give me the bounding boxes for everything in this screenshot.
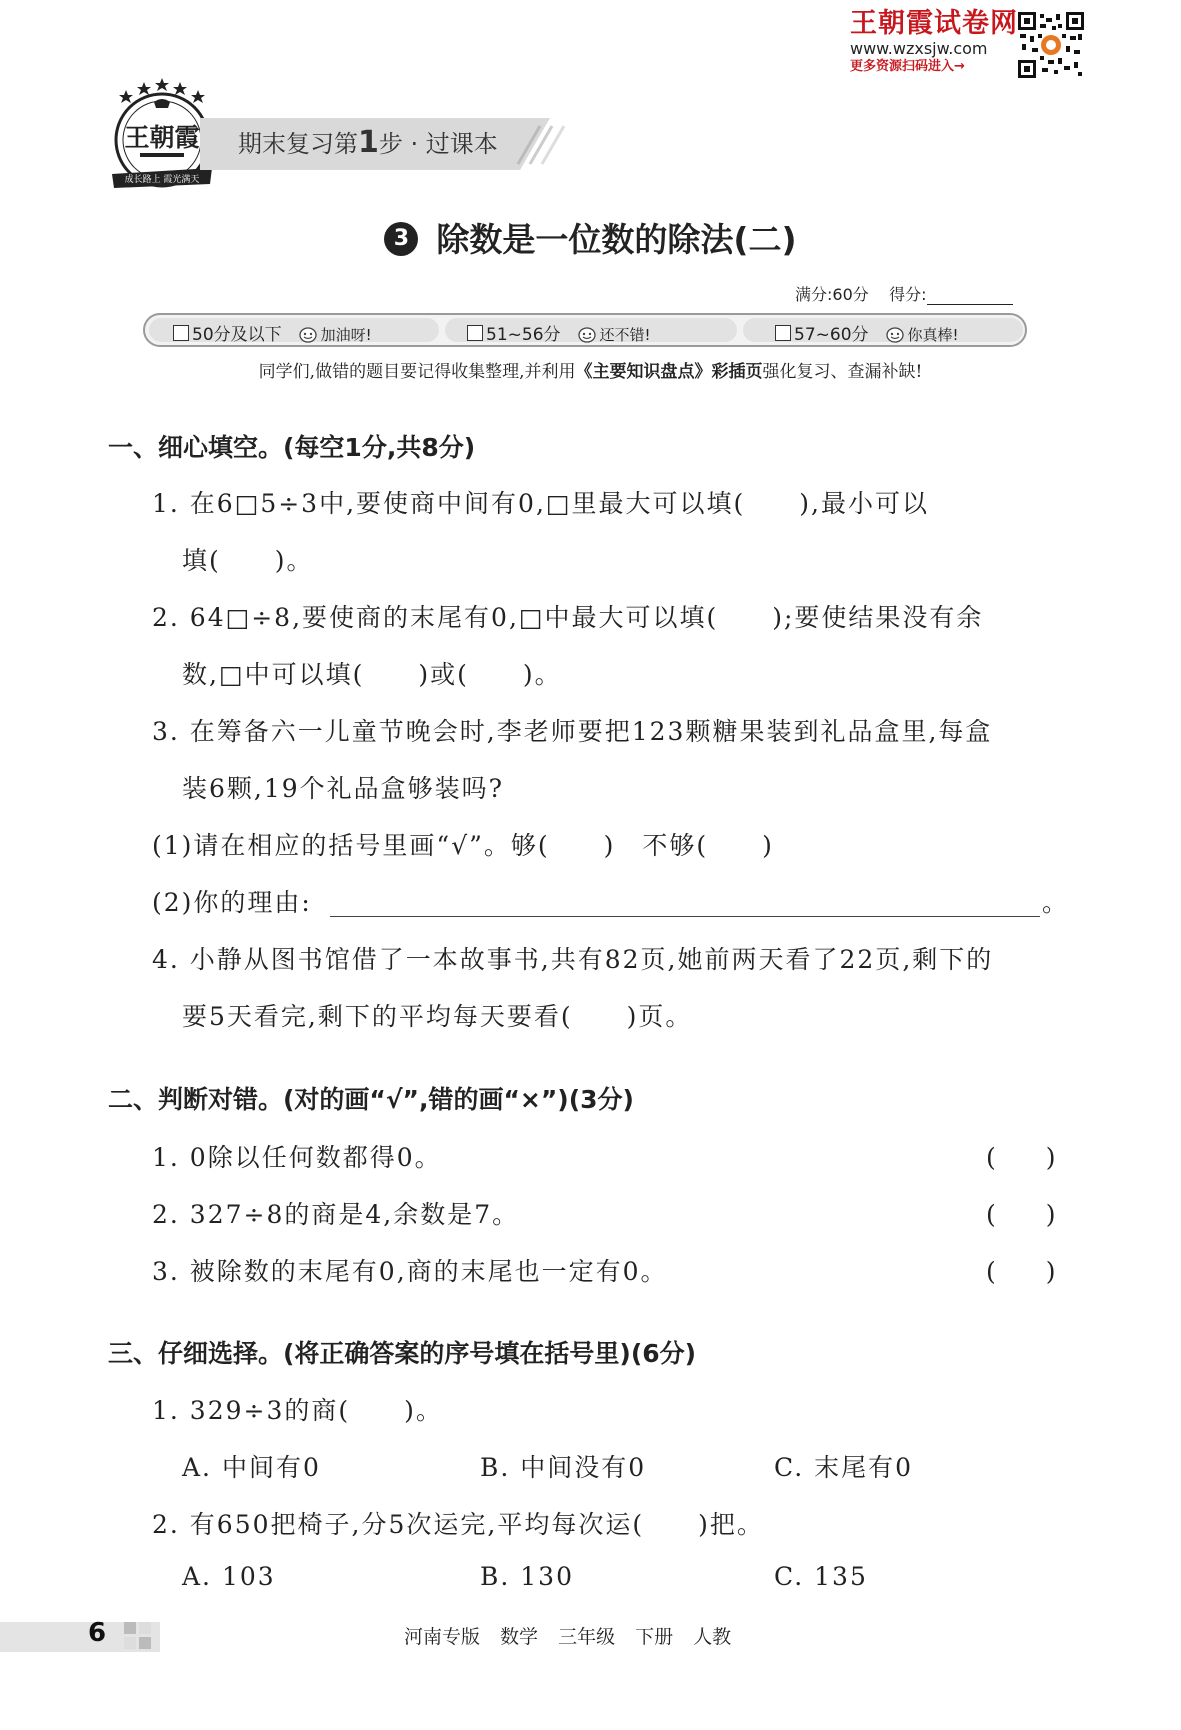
notice-text: [0, 357, 1181, 382]
choice-q2-option-b: B. 130: [480, 1562, 574, 1591]
grade-range: 50分及以下: [192, 325, 282, 345]
q3-sub-2: (2)你的理由:: [152, 888, 312, 917]
choice-q1: 1. 329÷3的商( )。: [152, 1396, 443, 1425]
title-text: 除数是一位数的除法(二): [436, 220, 797, 259]
q4-line-2: 要5天看完,剩下的平均每天要看( )页。: [182, 1002, 693, 1031]
choice-q1-option-b: B. 中间没有0: [480, 1453, 647, 1482]
page-title: [0, 214, 1181, 261]
reason-end: 。: [1042, 888, 1070, 917]
grade-note: 还不错!: [599, 326, 651, 344]
judge-item-1: 1. 0除以任何数都得0。: [152, 1143, 442, 1172]
grade-checkbox[interactable]: [173, 325, 189, 341]
logo-name: 王朝霞: [124, 123, 200, 152]
choice-q2-option-a: A. 103: [182, 1562, 276, 1591]
page-number: 6: [88, 1618, 107, 1648]
notice-post: 强化复习、查漏补缺!: [762, 362, 923, 382]
q1-line-1: 1. 在6□5÷3中,要使商中间有0,□里最大可以填( ),最小可以: [152, 489, 929, 518]
q2-line-1: 2. 64□÷8,要使商的末尾有0,□中最大可以填( );要使结果没有余: [152, 603, 984, 632]
judge-answer-bracket[interactable]: ( ): [986, 1257, 1056, 1286]
grade-range: 51~56分: [486, 325, 561, 345]
smiley-icon: [577, 326, 597, 343]
step-prefix: 期末复习第: [238, 130, 358, 158]
grade-bar: [143, 313, 1027, 347]
choice-q2: 2. 有650把椅子,分5次运完,平均每次运( )把。: [152, 1510, 764, 1539]
step-suffix: 步 · 过课本: [378, 130, 498, 158]
section-1-heading: 一、细心填空。(每空1分,共8分): [108, 433, 476, 462]
brand-header: [850, 8, 1018, 76]
grade-checkbox[interactable]: [467, 325, 483, 341]
q3-line-1: 3. 在筹备六一儿童节晚会时,李老师要把123颗糖果装到礼品盒里,每盒: [152, 717, 993, 746]
grade-range: 57~60分: [794, 325, 869, 345]
grade-checkbox[interactable]: [775, 325, 791, 341]
footer-decoration-icon: [124, 1622, 152, 1650]
reason-answer-line[interactable]: [330, 916, 1040, 917]
q4-line-1: 4. 小静从图书馆借了一本故事书,共有82页,她前两天看了22页,剩下的: [152, 945, 994, 974]
section-3-heading: 三、仔细选择。(将正确答案的序号填在括号里)(6分): [108, 1339, 697, 1368]
full-score: 满分:60分: [795, 285, 869, 304]
grade-item-3: [775, 320, 959, 345]
q3-sub-1: (1)请在相应的括号里画“√”。够( ) 不够( ): [152, 831, 774, 860]
section-2-heading: 二、判断对错。(对的画“√”,错的画“×”)(3分): [108, 1085, 634, 1114]
brand-title: 王朝霞试卷网: [850, 8, 1018, 39]
score-line: [795, 282, 1013, 305]
notice-bold: 《主要知识盘点》彩插页: [575, 362, 763, 382]
judge-answer-bracket[interactable]: ( ): [986, 1143, 1056, 1172]
grade-note: 你真棒!: [907, 326, 959, 344]
judge-answer-bracket[interactable]: ( ): [986, 1200, 1056, 1229]
notice-pre: 同学们,做错的题目要记得收集整理,并利用: [258, 362, 576, 382]
q1-line-2: 填( )。: [182, 546, 314, 575]
step-number: 1: [358, 125, 379, 160]
grade-note: 加油呀!: [320, 326, 372, 344]
grade-item-2: [467, 320, 651, 345]
choice-q1-option-c: C. 末尾有0: [774, 1453, 914, 1482]
logo-ribbon: 成长路上 霞光满天: [124, 175, 200, 185]
got-score-label: 得分:: [889, 285, 927, 304]
footer-edition: 河南专版 数学 三年级 下册 人教: [404, 1626, 732, 1648]
score-blank[interactable]: [927, 290, 1013, 305]
qr-code-icon[interactable]: [1018, 12, 1084, 78]
brand-more-link[interactable]: 更多资源扫码进入→: [850, 59, 965, 74]
step-label: [238, 124, 498, 160]
smiley-icon: [298, 326, 318, 343]
q3-line-2: 装6颗,19个礼品盒够装吗?: [182, 774, 505, 803]
unit-number-badge: 3: [384, 222, 418, 256]
judge-item-2: 2. 327÷8的商是4,余数是7。: [152, 1200, 520, 1229]
judge-item-3: 3. 被除数的末尾有0,商的末尾也一定有0。: [152, 1257, 668, 1286]
choice-q2-option-c: C. 135: [774, 1562, 868, 1591]
smiley-icon: [885, 326, 905, 343]
choice-q1-option-a: A. 中间有0: [182, 1453, 321, 1482]
grade-item-1: [173, 320, 372, 345]
brand-url[interactable]: www.wzxsjw.com: [850, 39, 988, 58]
q2-line-2: 数,□中可以填( )或( )。: [182, 660, 562, 689]
